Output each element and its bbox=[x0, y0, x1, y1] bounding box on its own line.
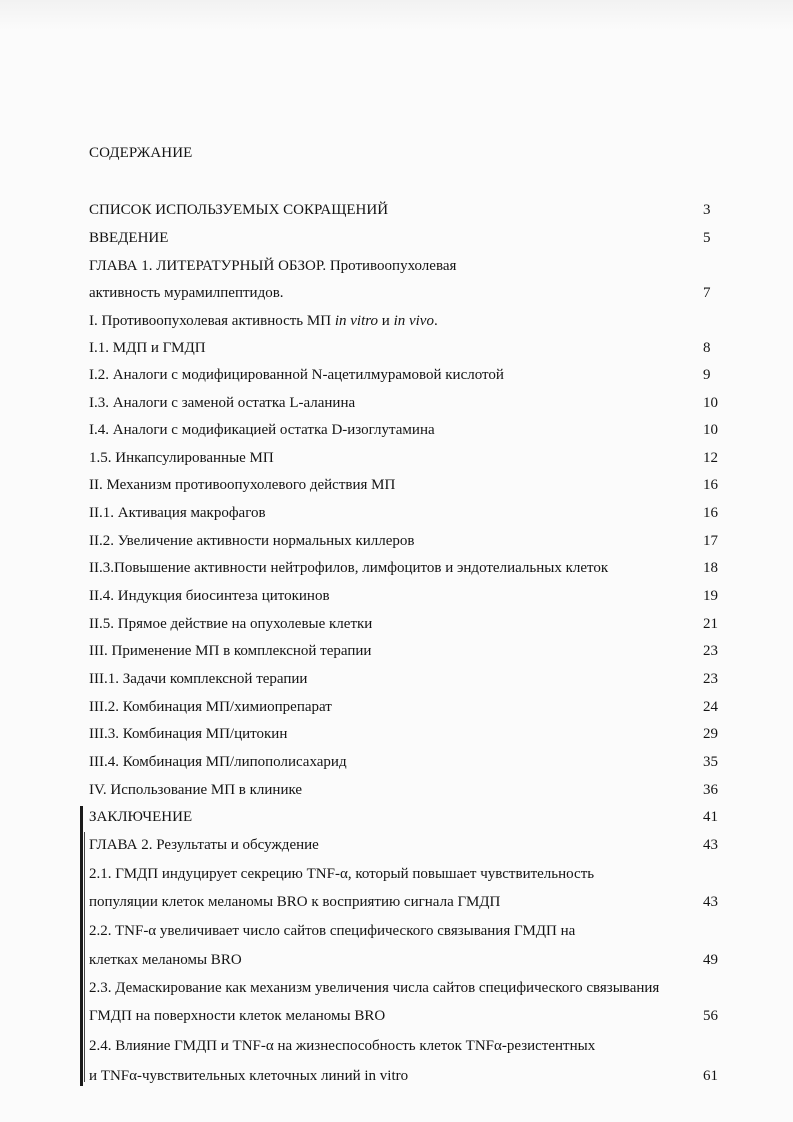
toc-page-number: 61 bbox=[703, 1068, 718, 1084]
toc-entry: II.2. Увеличение активности нормальных киллеров bbox=[89, 533, 415, 549]
toc-entry: I.1. МДП и ГМДП bbox=[89, 340, 206, 356]
toc-page-number: 17 bbox=[703, 533, 718, 549]
toc-page-number: 21 bbox=[703, 616, 718, 632]
toc-page-number: 41 bbox=[703, 809, 718, 825]
toc-entry: II.5. Прямое действие на опухолевые клетки bbox=[89, 616, 373, 632]
toc-entry bbox=[89, 311, 719, 331]
toc-entry: II. Механизм противоопухолевого действия МП bbox=[89, 477, 396, 493]
toc-entry: II.1. Активация макрофагов bbox=[89, 505, 266, 521]
toc-entry: СПИСОК ИСПОЛЬЗУЕМЫХ СОКРАЩЕНИЙ bbox=[89, 202, 389, 218]
toc-entry: III.4. Комбинация МП/липополисахарид bbox=[89, 754, 347, 770]
toc-entry: I.2. Аналоги с модифицированной N-ацетилмурамовой кислотой bbox=[89, 367, 504, 383]
toc-page-number: 23 bbox=[703, 671, 718, 687]
toc-page-number: 10 bbox=[703, 422, 718, 438]
toc-entry: ГМДП на поверхности клеток меланомы BRO bbox=[89, 1008, 386, 1024]
toc-page-number: 36 bbox=[703, 782, 718, 798]
toc-entry: ЗАКЛЮЧЕНИЕ bbox=[89, 809, 193, 825]
toc-page-number: 56 bbox=[703, 1008, 718, 1024]
toc-entry-italic: in vitro bbox=[334, 313, 379, 329]
toc-entry: и TNFα-чувствительных клеточных линий in vitro bbox=[89, 1068, 409, 1084]
toc-entry: популяции клеток меланомы BRO к восприятию сигнала ГМДП bbox=[89, 894, 501, 910]
toc-entry: ГЛАВА 1. ЛИТЕРАТУРНЫЙ ОБЗОР. Противоопухолевая bbox=[89, 258, 457, 274]
toc-entry-part: и bbox=[378, 313, 394, 329]
toc-entry: IV. Использование МП в клинике bbox=[89, 782, 303, 798]
toc-page-number: 12 bbox=[703, 450, 718, 466]
toc-page-number: 9 bbox=[703, 367, 711, 383]
toc-entry: II.3.Повышение активности нейтрофилов, лимфоцитов и эндотелиальных клеток bbox=[89, 560, 609, 576]
toc-entry: III.3. Комбинация МП/цитокин bbox=[89, 726, 288, 742]
toc-page-number: 16 bbox=[703, 477, 718, 493]
toc-page-number: 24 bbox=[703, 699, 718, 715]
toc-entry-italic: in vivo bbox=[393, 313, 434, 329]
toc-entry: 2.1. ГМДП индуцирует секрецию TNF-α, который повышает чувствительность bbox=[89, 866, 595, 882]
toc-page-number: 23 bbox=[703, 643, 718, 659]
toc-entry: активность мурамилпептидов. bbox=[89, 285, 284, 301]
toc-entry: клетках меланомы BRO bbox=[89, 952, 242, 968]
toc-page-number: 35 bbox=[703, 754, 718, 770]
toc-entry: III.2. Комбинация МП/химиопрепарат bbox=[89, 699, 332, 715]
toc-page-number: 10 bbox=[703, 395, 718, 411]
toc-entry: 2.3. Демаскирование как механизм увеличения числа сайтов специфического связывания bbox=[89, 980, 660, 996]
toc-entry: I.3. Аналоги с заменой остатка L-аланина bbox=[89, 395, 356, 411]
toc-entry: II.4. Индукция биосинтеза цитокинов bbox=[89, 588, 330, 604]
toc-page-number: 43 bbox=[703, 837, 718, 853]
toc-page-number: 19 bbox=[703, 588, 718, 604]
toc-entry: ГЛАВА 2. Результаты и обсуждение bbox=[89, 837, 319, 853]
toc-title: СОДЕРЖАНИЕ bbox=[89, 145, 193, 161]
toc-page-number: 16 bbox=[703, 505, 718, 521]
toc-entry: III.1. Задачи комплексной терапии bbox=[89, 671, 308, 687]
toc-entry: 2.2. TNF-α увеличивает число сайтов специфического связывания ГМДП на bbox=[89, 923, 576, 939]
toc-entry: I.4. Аналоги с модификацией остатка D-изоглутамина bbox=[89, 422, 435, 438]
toc-page-number: 29 bbox=[703, 726, 718, 742]
toc-entry-part: I. Противоопухолевая активность МП bbox=[89, 313, 335, 329]
toc-entry: 1.5. Инкапсулированные МП bbox=[89, 450, 274, 466]
toc-page-number: 18 bbox=[703, 560, 718, 576]
toc-page-number: 49 bbox=[703, 952, 718, 968]
toc-entry-part: . bbox=[433, 313, 438, 329]
toc-entry: 2.4. Влияние ГМДП и TNF-α на жизнеспособность клеток TNFα-резистентных bbox=[89, 1038, 596, 1054]
toc-page-number: 8 bbox=[703, 340, 711, 356]
toc-entry: III. Применение МП в комплексной терапии bbox=[89, 643, 372, 659]
toc-page-number: 43 bbox=[703, 894, 718, 910]
toc-page-number: 7 bbox=[703, 285, 711, 301]
toc-page-number: 5 bbox=[703, 230, 711, 246]
toc-entry: ВВЕДЕНИЕ bbox=[89, 230, 169, 246]
toc-page-number: 3 bbox=[703, 202, 711, 218]
